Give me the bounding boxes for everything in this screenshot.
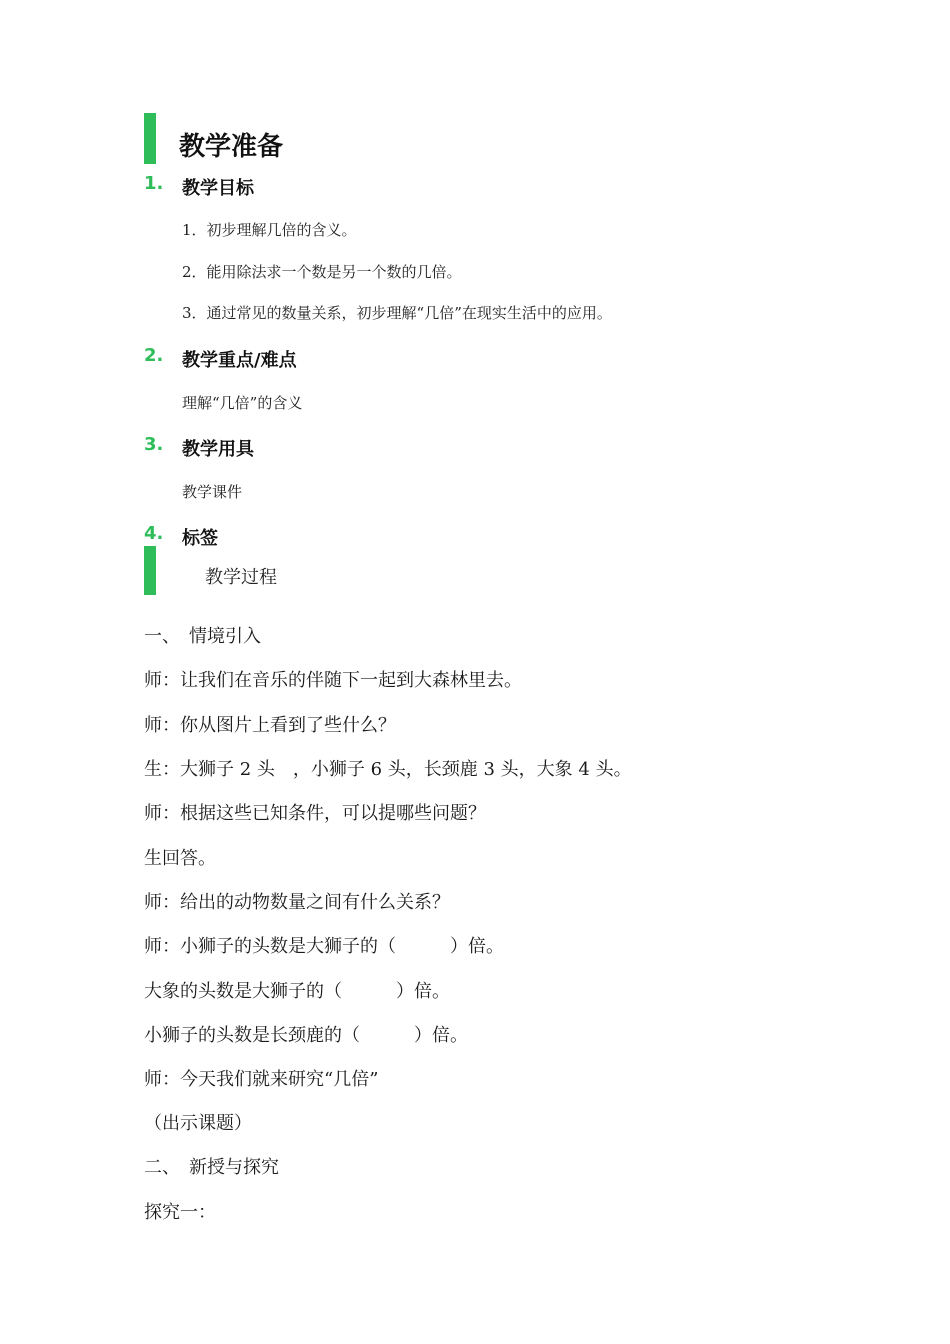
section-process-title: 教学过程 — [205, 567, 277, 588]
process-line-7: 师：给出的动物数量之间有什么关系？ — [144, 892, 450, 913]
section-process-bar — [144, 546, 156, 595]
process-line-10: 小狮子的头数是长颈鹿的（ ）倍。 — [144, 1025, 468, 1046]
item-1-line-1: 1．初步理解几倍的含义。 — [182, 221, 357, 239]
item-1-number: 1. — [144, 173, 164, 194]
process-line-1: 一、 情境引入 — [144, 626, 261, 647]
section-prep-bar — [144, 113, 156, 164]
process-line-5: 师：根据这些已知条件，可以提哪些问题？ — [144, 803, 486, 824]
item-1-line-3: 3．通过常见的数量关系，初步理解“几倍”在现实生活中的应用。 — [182, 304, 612, 322]
item-2-heading: 教学重点/难点 — [182, 350, 297, 371]
item-3-number: 3. — [144, 434, 164, 455]
process-line-9: 大象的头数是大狮子的（ ）倍。 — [144, 981, 450, 1002]
process-line-4: 生：大狮子 2 头 ，小狮子 6 头，长颈鹿 3 头，大象 4 头。 — [144, 759, 632, 780]
section-prep-title: 教学准备 — [179, 132, 284, 162]
item-1-heading: 教学目标 — [182, 178, 254, 199]
process-line-11: 师：今天我们就来研究“几倍” — [144, 1069, 379, 1090]
process-line-6: 生回答。 — [144, 848, 216, 869]
item-3-heading: 教学用具 — [182, 439, 254, 460]
item-4-heading: 标签 — [182, 528, 218, 549]
item-2-number: 2. — [144, 345, 164, 366]
item-3-line-1: 教学课件 — [182, 483, 243, 501]
item-2-line-1: 理解“几倍”的含义 — [182, 394, 303, 412]
process-line-12: （出示课题） — [144, 1113, 252, 1134]
item-1-line-2: 2．能用除法求一个数是另一个数的几倍。 — [182, 263, 462, 281]
process-line-3: 师：你从图片上看到了些什么？ — [144, 715, 396, 736]
process-line-2: 师：让我们在音乐的伴随下一起到大森林里去。 — [144, 670, 522, 691]
process-line-13: 二、 新授与探究 — [144, 1157, 279, 1178]
item-4-number: 4. — [144, 523, 164, 544]
process-line-8: 师：小狮子的头数是大狮子的（ ）倍。 — [144, 936, 504, 957]
process-line-14: 探究一： — [144, 1202, 216, 1223]
